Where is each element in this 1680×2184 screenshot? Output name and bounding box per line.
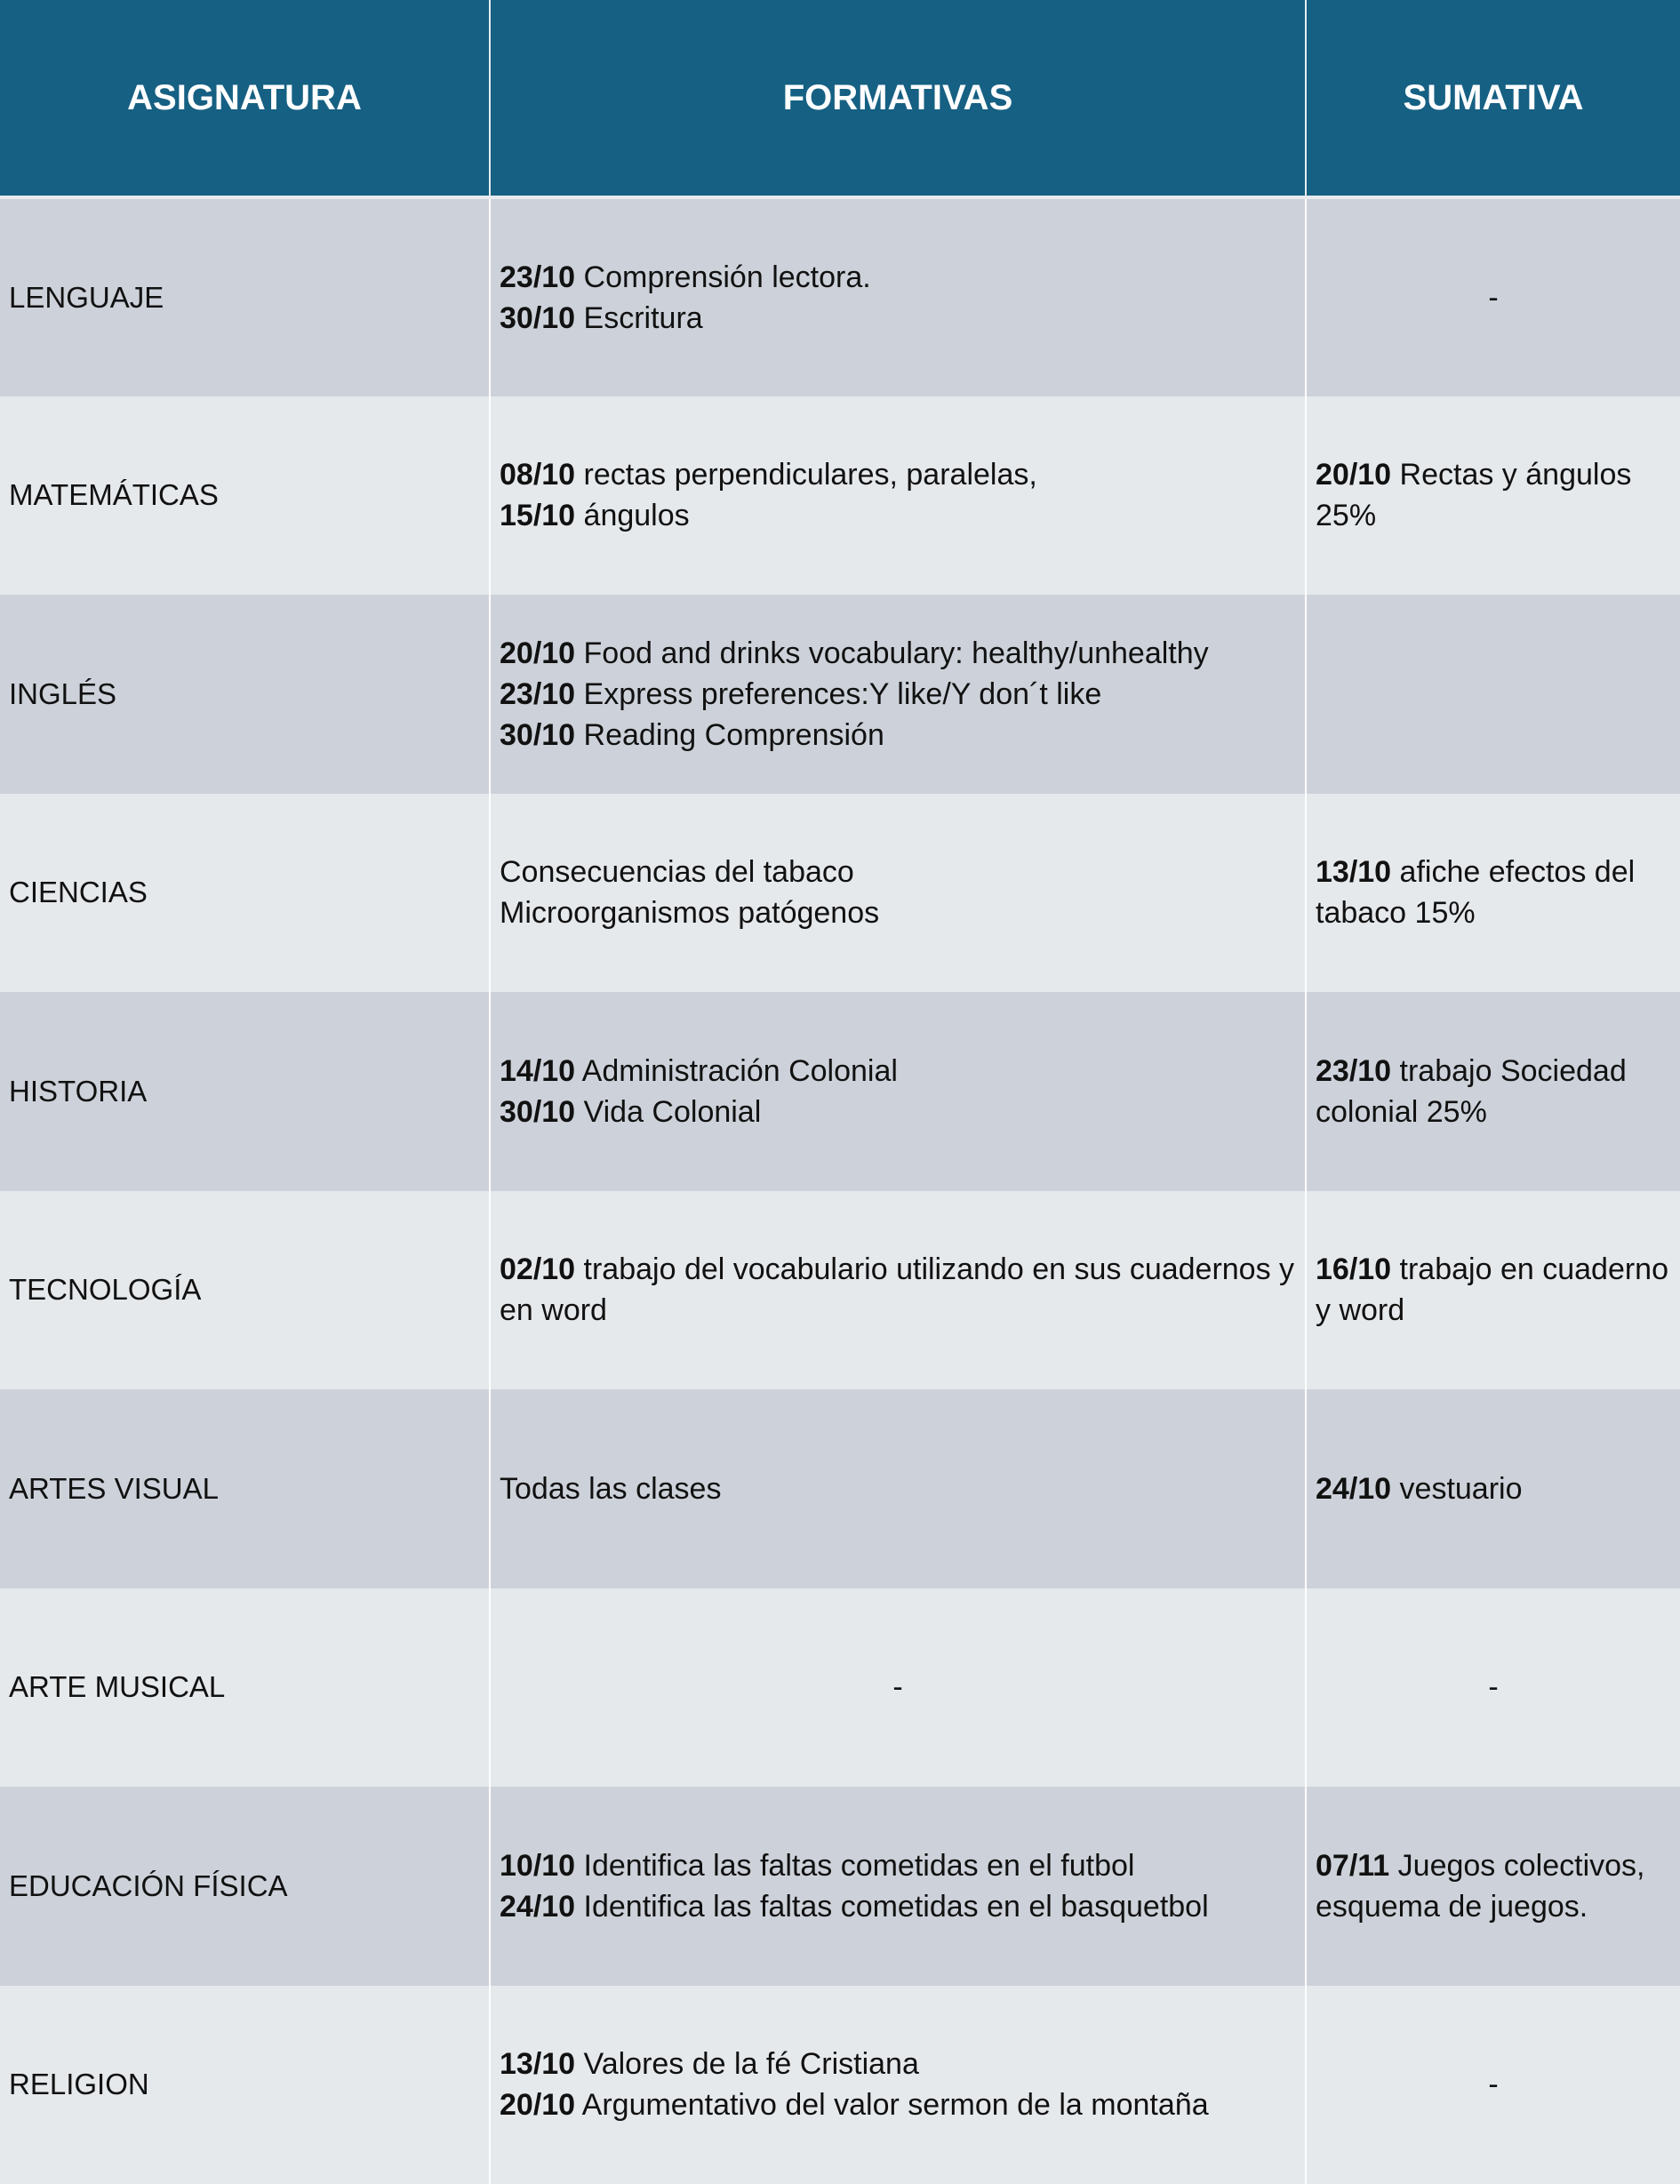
entry-text: Vida Colonial xyxy=(575,1094,762,1129)
formative-cell xyxy=(490,1787,1306,1986)
subject-cell: RELIGION xyxy=(0,1986,490,2184)
header-formative: FORMATIVAS xyxy=(490,0,1306,197)
entry-date: 24/10 xyxy=(500,1889,576,1924)
formative-cell xyxy=(490,1986,1306,2184)
entry-text: Consecuencias del tabaco xyxy=(500,855,854,890)
subject-cell: LENGUAJE xyxy=(0,197,490,396)
entry-line xyxy=(500,1051,1296,1092)
entry-line xyxy=(500,892,1296,933)
table-row xyxy=(0,794,1680,993)
entry-line xyxy=(500,852,1296,892)
entry-text: Valores de la fé Cristiana xyxy=(575,2047,919,2082)
entry-date: 23/10 xyxy=(500,260,576,294)
entry-date: 13/10 xyxy=(1316,855,1392,890)
entry-line xyxy=(500,1092,1296,1132)
entry-text: Express preferences:Y like/Y don´t like xyxy=(575,676,1102,711)
formative-cell xyxy=(490,396,1306,596)
entry-line xyxy=(500,1886,1296,1927)
entry-line xyxy=(1316,1468,1671,1509)
entry-text: Reading Comprensión xyxy=(575,717,884,752)
entry-text: Comprensión lectora. xyxy=(575,260,871,294)
entry-text: Microorganismos patógenos xyxy=(500,896,880,931)
entry-line xyxy=(500,454,1296,495)
subject-cell: CIENCIAS xyxy=(0,794,490,993)
entry-date: 16/10 xyxy=(1316,1252,1392,1287)
formative-cell xyxy=(490,1389,1306,1588)
table-row xyxy=(0,197,1680,396)
table-row xyxy=(0,1986,1680,2184)
header-row xyxy=(0,0,1680,197)
formative-cell: - xyxy=(490,1588,1306,1788)
table-row xyxy=(0,396,1680,596)
entry-date: 30/10 xyxy=(500,717,576,752)
summative-cell xyxy=(1306,1787,1680,1986)
entry-line xyxy=(1316,1051,1671,1132)
entry-date: 20/10 xyxy=(500,636,576,670)
summative-cell xyxy=(1306,992,1680,1191)
entry-text: Food and drinks vocabulary: healthy/unhealthy xyxy=(575,636,1209,670)
entry-text: Juegos colectivos, esquema de juegos. xyxy=(1316,1848,1645,1924)
entry-text: afiche efectos del tabaco 15% xyxy=(1316,855,1636,931)
entry-line xyxy=(500,2084,1296,2125)
summative-cell xyxy=(1306,595,1680,794)
table-row xyxy=(0,1191,1680,1390)
entry-text: trabajo del vocabulario utilizando en sus cuadernos y en word xyxy=(500,1252,1295,1328)
entry-text: ángulos xyxy=(575,499,690,533)
table-row xyxy=(0,595,1680,794)
subject-cell: TECNOLOGÍA xyxy=(0,1191,490,1390)
entry-line xyxy=(500,1468,1296,1509)
entry-line xyxy=(500,1249,1296,1331)
entry-date: 20/10 xyxy=(500,2088,576,2123)
summative-cell xyxy=(1306,1191,1680,1390)
header-summative: SUMATIVA xyxy=(1306,0,1680,197)
entry-line xyxy=(500,674,1296,715)
entry-date: 30/10 xyxy=(500,1094,576,1129)
entry-text: Identifica las faltas cometidas en el futbol xyxy=(575,1848,1135,1883)
entry-line xyxy=(1316,1845,1671,1927)
subject-cell: MATEMÁTICAS xyxy=(0,396,490,596)
entry-date: 30/10 xyxy=(500,300,576,335)
entry-text: trabajo Sociedad colonial 25% xyxy=(1316,1053,1627,1129)
summative-cell: - xyxy=(1306,1588,1680,1788)
entry-line xyxy=(500,257,1296,298)
entry-date: 07/11 xyxy=(1316,1848,1390,1883)
entry-date: 23/10 xyxy=(1316,1053,1392,1088)
summative-cell: - xyxy=(1306,1986,1680,2184)
entry-text: trabajo en cuaderno y word xyxy=(1316,1252,1668,1328)
summative-cell: - xyxy=(1306,197,1680,396)
table-header xyxy=(0,0,1680,197)
entry-date: 23/10 xyxy=(500,676,576,711)
entry-line xyxy=(500,715,1296,756)
formative-cell xyxy=(490,1191,1306,1390)
entry-line xyxy=(1316,1249,1671,1331)
entry-date: 14/10 xyxy=(500,1053,576,1088)
table-body xyxy=(0,197,1680,2184)
subject-cell: INGLÉS xyxy=(0,595,490,794)
entry-line xyxy=(500,633,1296,674)
summative-cell xyxy=(1306,1389,1680,1588)
subject-cell: ARTE MUSICAL xyxy=(0,1588,490,1788)
entry-text: Todas las clases xyxy=(500,1471,722,1506)
entry-date: 20/10 xyxy=(1316,458,1392,492)
summative-cell xyxy=(1306,794,1680,993)
summative-cell xyxy=(1306,396,1680,596)
formative-cell xyxy=(490,595,1306,794)
table-row xyxy=(0,1389,1680,1588)
table-row xyxy=(0,1588,1680,1788)
entry-text: Identifica las faltas cometidas en el basquetbol xyxy=(575,1889,1209,1924)
header-subject: ASIGNATURA xyxy=(0,0,490,197)
entry-text: Argumentativo del valor sermon de la montaña xyxy=(575,2088,1209,2123)
entry-date: 02/10 xyxy=(500,1252,576,1287)
table-row xyxy=(0,992,1680,1191)
entry-text: rectas perpendiculares, paralelas, xyxy=(575,458,1037,492)
entry-date: 10/10 xyxy=(500,1848,576,1883)
entry-text: Escritura xyxy=(575,300,703,335)
formative-cell xyxy=(490,794,1306,993)
entry-text: Administración Colonial xyxy=(575,1053,898,1088)
subject-cell: HISTORIA xyxy=(0,992,490,1191)
entry-date: 08/10 xyxy=(500,458,576,492)
entry-date: 24/10 xyxy=(1316,1471,1392,1506)
entry-text: vestuario xyxy=(1391,1471,1523,1506)
entry-line xyxy=(500,495,1296,536)
entry-line xyxy=(500,298,1296,339)
subject-cell: ARTES VISUAL xyxy=(0,1389,490,1588)
entry-line xyxy=(500,2044,1296,2084)
formative-cell xyxy=(490,197,1306,396)
table-row xyxy=(0,1787,1680,1986)
entry-text: Rectas y ángulos 25% xyxy=(1316,458,1632,533)
entry-line xyxy=(1316,852,1671,933)
entry-date: 15/10 xyxy=(500,499,576,533)
entry-line xyxy=(500,1845,1296,1886)
entry-line xyxy=(1316,454,1671,536)
formative-cell xyxy=(490,992,1306,1191)
subject-cell: EDUCACIÓN FÍSICA xyxy=(0,1787,490,1986)
entry-date: 13/10 xyxy=(500,2047,576,2082)
